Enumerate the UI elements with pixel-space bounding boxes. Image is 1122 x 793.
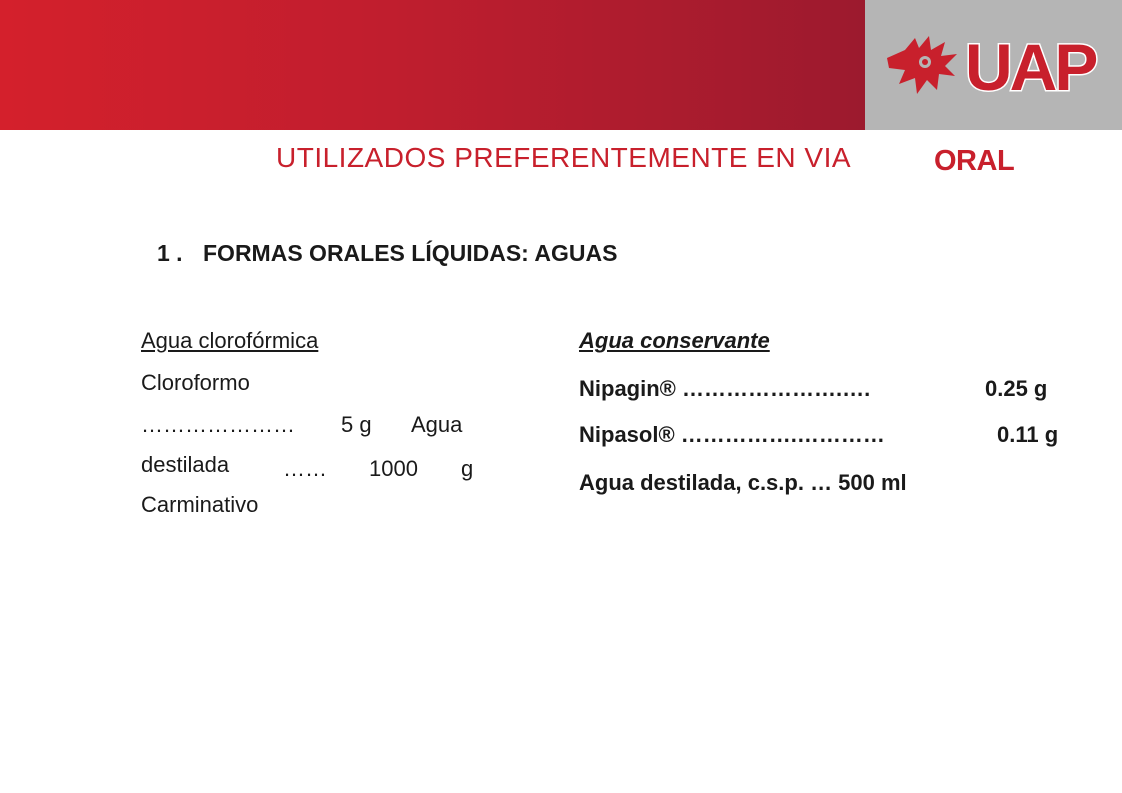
recipe-row: Nipagin® ………………….…. — [579, 376, 871, 401]
recipe-qty: 0.25 g — [985, 376, 1048, 401]
recipe-qty: 0.11 g — [997, 422, 1059, 447]
header-banner — [0, 0, 865, 130]
uap-emblem-icon — [885, 28, 965, 100]
page-title: UTILIZADOS PREFERENTEMENTE EN VIA — [276, 142, 852, 173]
recipe-qty: 1000 — [369, 456, 418, 481]
recipe-line: Cloroformo — [141, 370, 250, 395]
recipe-line: Carminativo — [141, 492, 259, 517]
section-heading — [157, 240, 617, 267]
svg-text:UAP: UAP — [965, 30, 1096, 100]
recipe-dots: …… — [283, 456, 327, 481]
recipe-qty: 5 g — [341, 412, 372, 437]
recipe-row: Nipasol® …………….………… — [579, 422, 885, 447]
recipe-line: Agua — [411, 412, 463, 437]
section-title: FORMAS ORALES LÍQUIDAS: AGUAS — [203, 240, 618, 266]
page-title-emphasis: ORAL — [934, 145, 1015, 177]
recipe-unit: g — [461, 456, 474, 481]
recipe-row: Agua destilada, c.s.p. … 500 ml — [579, 470, 907, 495]
recipe-title: Agua conservante — [579, 328, 770, 353]
uap-logo-wordmark — [965, 30, 1105, 100]
recipe-line: destilada — [141, 452, 230, 477]
section-number: 1 . — [157, 240, 183, 266]
recipe-dots: ………………… — [141, 412, 295, 437]
recipe-title: Agua clorofórmica — [141, 328, 319, 353]
logo-panel — [865, 0, 1122, 130]
